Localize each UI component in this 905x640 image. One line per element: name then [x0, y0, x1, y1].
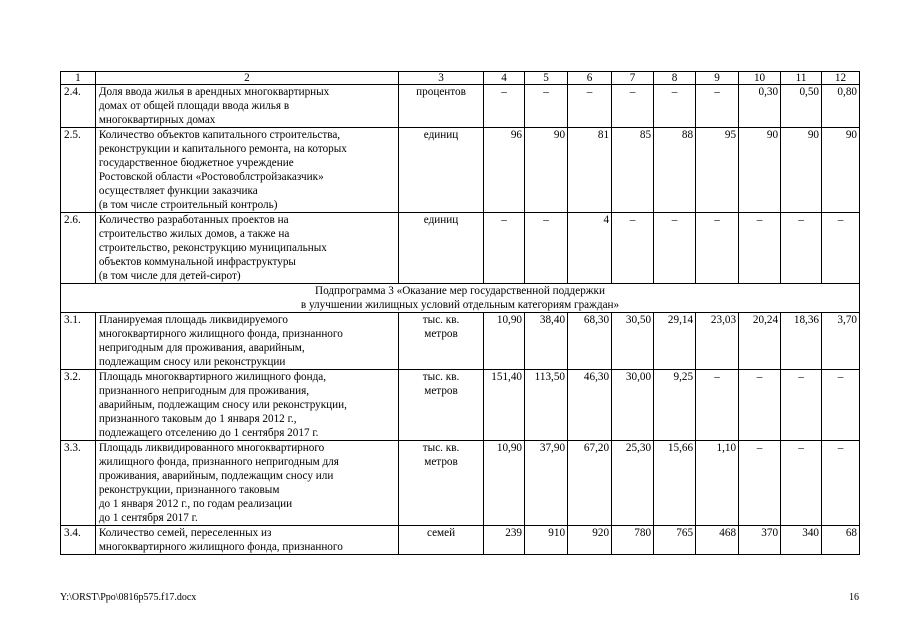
- value-cell: –: [739, 213, 781, 284]
- value-cell: 151,40: [484, 370, 525, 441]
- indicator-name: [95, 370, 398, 441]
- footer-file-path: Y:\ORST\Ppo\0816p575.f17.docx: [60, 592, 197, 603]
- value-cell: –: [525, 213, 568, 284]
- header-cell: 9: [696, 72, 739, 85]
- indicator-name: [95, 441, 398, 526]
- value-cell: 1,10: [696, 441, 739, 526]
- unit: [399, 441, 484, 526]
- header-cell: 4: [484, 72, 525, 85]
- value-cell: 20,24: [739, 313, 781, 370]
- indicator-name-line: реконструкции и капитального ремонта, на которых: [98, 143, 347, 155]
- indicator-name-line: многоквартирного жилищного фонда, признанного: [98, 328, 343, 340]
- table-row: [61, 128, 860, 213]
- indicator-name: [95, 213, 398, 284]
- table-body: [61, 72, 860, 555]
- unit-line: метров: [424, 385, 458, 397]
- section-row: [61, 284, 860, 313]
- indicator-name-line: Планируемая площадь ликвидируемого: [98, 314, 288, 326]
- unit-line: процентов: [416, 86, 466, 98]
- indicator-name-line: строительство, реконструкцию муниципальных: [98, 242, 327, 254]
- value-cell: –: [739, 370, 781, 441]
- value-cell: –: [484, 213, 525, 284]
- value-cell: 113,50: [525, 370, 568, 441]
- header-cell: 1: [61, 72, 96, 85]
- indicator-name-line: многоквартирных домах: [98, 114, 216, 126]
- value-cell: 88: [654, 128, 696, 213]
- indicator-name-line: признанного непригодным для проживания,: [98, 385, 310, 397]
- row-number: 2.6.: [61, 213, 96, 284]
- unit: [399, 370, 484, 441]
- value-cell: 15,66: [654, 441, 696, 526]
- row-number: 2.4.: [61, 85, 96, 128]
- indicator-name-line: объектов коммунальной инфраструктуры: [98, 256, 296, 268]
- indicator-name-line: подлежащего отселению до 1 сентября 2017 г.: [98, 427, 319, 439]
- header-cell: 11: [781, 72, 822, 85]
- indicator-name-line: признанного таковым до 1 января 2012 г.,: [98, 413, 297, 425]
- table-row: [61, 85, 860, 128]
- value-cell: 0,80: [822, 85, 860, 128]
- value-cell: 30,00: [612, 370, 654, 441]
- row-number: 2.5.: [61, 128, 96, 213]
- value-cell: 340: [781, 526, 822, 555]
- value-cell: –: [822, 213, 860, 284]
- value-cell: –: [654, 213, 696, 284]
- value-cell: –: [696, 370, 739, 441]
- value-cell: 0,30: [739, 85, 781, 128]
- indicator-name-line: строительство жилых домов, а также на: [98, 228, 290, 240]
- row-number: 3.1.: [61, 313, 96, 370]
- value-cell: 10,90: [484, 313, 525, 370]
- table-row: [61, 313, 860, 370]
- value-cell: 920: [568, 526, 612, 555]
- value-cell: 765: [654, 526, 696, 555]
- indicator-name-line: государственное бюджетное учреждение: [98, 157, 294, 169]
- indicator-name-line: домах от общей площади ввода жилья в: [98, 100, 290, 112]
- indicator-name-line: Количество объектов капитального строительства,: [98, 129, 341, 141]
- header-cell: 7: [612, 72, 654, 85]
- header-cell: 2: [95, 72, 398, 85]
- value-cell: 910: [525, 526, 568, 555]
- table-row: [61, 526, 860, 555]
- indicator-name-line: аварийным, подлежащим сносу или реконструкции,: [98, 399, 347, 411]
- unit-line: метров: [424, 328, 458, 340]
- section-title: [61, 284, 860, 313]
- value-cell: 37,90: [525, 441, 568, 526]
- value-cell: 4: [568, 213, 612, 284]
- indicator-name-line: непригодным для проживания, аварийным,: [98, 342, 305, 354]
- header-cell: 5: [525, 72, 568, 85]
- indicator-name-line: многоквартирного жилищного фонда, признанного: [98, 541, 343, 553]
- unit-line: тыс. кв.: [422, 442, 460, 454]
- table-row: [61, 370, 860, 441]
- value-cell: 68,30: [568, 313, 612, 370]
- value-cell: 90: [739, 128, 781, 213]
- value-cell: –: [484, 85, 525, 128]
- value-cell: 9,25: [654, 370, 696, 441]
- indicator-name-line: проживания, аварийным, подлежащим сносу или: [98, 470, 334, 482]
- indicator-name-line: Количество семей, переселенных из: [98, 527, 272, 539]
- indicator-name-line: до 1 января 2012 г., по годам реализации: [98, 498, 293, 510]
- value-cell: –: [612, 213, 654, 284]
- value-cell: 96: [484, 128, 525, 213]
- value-cell: –: [739, 441, 781, 526]
- indicator-name-line: Доля ввода жилья в арендных многоквартирных: [98, 86, 330, 98]
- value-cell: 67,20: [568, 441, 612, 526]
- table-row: [61, 213, 860, 284]
- value-cell: 468: [696, 526, 739, 555]
- unit: [399, 313, 484, 370]
- indicator-name-line: Ростовской области «Ростовоблстройзаказчик»: [98, 171, 324, 183]
- indicator-name: [95, 85, 398, 128]
- header-row: [61, 72, 860, 85]
- unit: [399, 213, 484, 284]
- value-cell: 10,90: [484, 441, 525, 526]
- value-cell: 239: [484, 526, 525, 555]
- value-cell: 85: [612, 128, 654, 213]
- value-cell: 90: [525, 128, 568, 213]
- value-cell: 780: [612, 526, 654, 555]
- value-cell: –: [654, 85, 696, 128]
- value-cell: 0,50: [781, 85, 822, 128]
- row-number: 3.3.: [61, 441, 96, 526]
- value-cell: 90: [781, 128, 822, 213]
- value-cell: –: [781, 370, 822, 441]
- value-cell: –: [822, 370, 860, 441]
- value-cell: 38,40: [525, 313, 568, 370]
- indicator-name: [95, 313, 398, 370]
- unit: [399, 128, 484, 213]
- indicator-name-line: реконструкции, признанного таковым: [98, 484, 280, 496]
- indicator-name-line: Количество разработанных проектов на: [98, 214, 289, 226]
- value-cell: 90: [822, 128, 860, 213]
- indicator-name-line: жилищного фонда, признанного непригодным для: [98, 456, 339, 468]
- value-cell: 370: [739, 526, 781, 555]
- value-cell: –: [568, 85, 612, 128]
- row-number: 3.4.: [61, 526, 96, 555]
- unit-line: семей: [426, 527, 456, 539]
- indicator-name: [95, 526, 398, 555]
- value-cell: 29,14: [654, 313, 696, 370]
- value-cell: 46,30: [568, 370, 612, 441]
- table-row: [61, 441, 860, 526]
- value-cell: 95: [696, 128, 739, 213]
- value-cell: 68: [822, 526, 860, 555]
- indicator-name-line: Площадь многоквартирного жилищного фонда,: [98, 371, 327, 383]
- indicator-name: [95, 128, 398, 213]
- unit-line: тыс. кв.: [422, 371, 460, 383]
- unit: [399, 526, 484, 555]
- unit-line: тыс. кв.: [422, 314, 460, 326]
- unit: [399, 85, 484, 128]
- footer-page-number: 16: [849, 592, 859, 603]
- value-cell: –: [696, 213, 739, 284]
- value-cell: 23,03: [696, 313, 739, 370]
- indicator-name-line: осуществляет функции заказчика: [98, 185, 258, 197]
- value-cell: –: [781, 441, 822, 526]
- header-cell: 6: [568, 72, 612, 85]
- unit-line: единиц: [423, 214, 459, 226]
- value-cell: 3,70: [822, 313, 860, 370]
- unit-line: метров: [424, 456, 458, 468]
- indicator-name-line: до 1 сентября 2017 г.: [98, 512, 198, 524]
- header-cell: 8: [654, 72, 696, 85]
- section-title-line: Подпрограмма 3 «Оказание мер государственной поддержки: [315, 285, 605, 297]
- value-cell: 25,30: [612, 441, 654, 526]
- value-cell: –: [525, 85, 568, 128]
- indicator-name-line: (в том числе строительный контроль): [98, 199, 278, 211]
- indicator-name-line: Площадь ликвидированного многоквартирного: [98, 442, 325, 454]
- value-cell: 81: [568, 128, 612, 213]
- header-cell: 3: [399, 72, 484, 85]
- indicator-name-line: (в том числе для детей-сирот): [98, 270, 241, 282]
- row-number: 3.2.: [61, 370, 96, 441]
- header-cell: 12: [822, 72, 860, 85]
- value-cell: 18,36: [781, 313, 822, 370]
- unit-line: единиц: [423, 129, 459, 141]
- value-cell: –: [822, 441, 860, 526]
- header-cell: 10: [739, 72, 781, 85]
- indicator-name-line: подлежащим сносу или реконструкции: [98, 356, 286, 368]
- value-cell: –: [612, 85, 654, 128]
- section-title-line: в улучшении жилищных условий отдельным категориям граждан»: [300, 299, 620, 311]
- indicators-table: [60, 71, 860, 555]
- value-cell: 30,50: [612, 313, 654, 370]
- value-cell: –: [781, 213, 822, 284]
- value-cell: –: [696, 85, 739, 128]
